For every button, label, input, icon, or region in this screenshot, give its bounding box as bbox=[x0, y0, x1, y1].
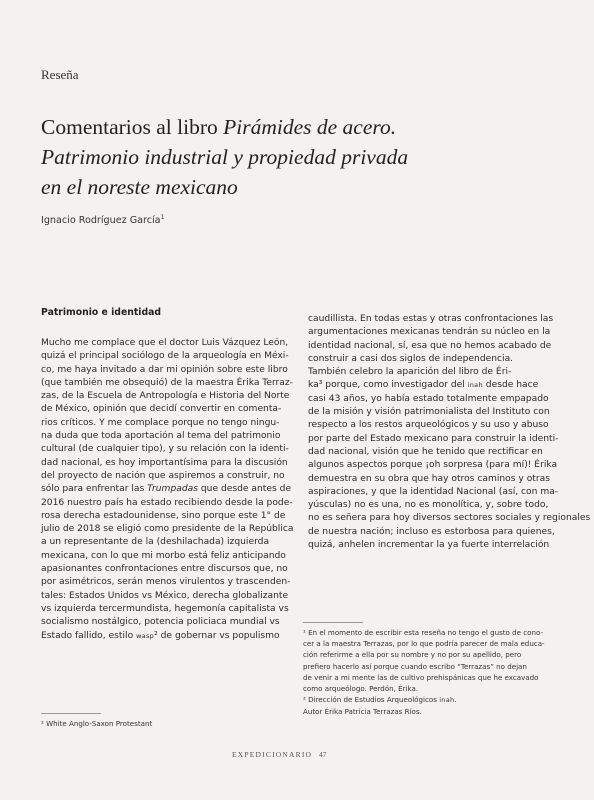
section-label: Reseña bbox=[41, 67, 79, 82]
text-line: Estado fallido, estilo wasp² de gobernar vs populismo bbox=[41, 630, 280, 641]
small-caps-acronym: wasp bbox=[136, 631, 155, 640]
running-footer-magazine: EXPEDICIONARIO bbox=[232, 750, 313, 759]
text-line: zas, de la Escuela de Antropología e Historia del Norte bbox=[41, 391, 290, 402]
section-heading: Patrimonio e identidad bbox=[41, 307, 162, 318]
text-line: por parte del Estado mexicano para construir la identi- bbox=[308, 433, 559, 444]
text-line: demuestra en su obra que hay otros caminos y otras bbox=[308, 473, 550, 484]
author-name: Ignacio Rodríguez García bbox=[41, 215, 161, 226]
author-note-mark: 1 bbox=[160, 213, 165, 221]
text-line: dad nacional, visión que he tenido que rectificar en bbox=[308, 446, 543, 457]
footnote-line: cer a la maestra Terrazas, por lo que podría parecer de mala educa- bbox=[303, 639, 545, 649]
footnote-line: como arqueólogo. Perdón, Érika. bbox=[303, 684, 419, 694]
text-line: no es señera para hoy diversos sectores sociales y regionales bbox=[308, 513, 591, 524]
text-line: sólo para enfrentar las Trumpadas que desde antes de bbox=[41, 484, 292, 495]
text-line: quizá, anhelen incrementar la ya fuerte interrelación bbox=[308, 540, 550, 551]
text-line: respecto a los restos arqueológicos y su uso y abuso bbox=[308, 420, 549, 431]
title-plain: Comentarios al libro bbox=[41, 115, 224, 139]
footnote-line: ción referirme a ella por su nombre y no por su apellido, pero bbox=[303, 650, 522, 660]
text-line: argumentaciones mexicanas tendrán su núcleo en la bbox=[308, 327, 551, 338]
left-text-column bbox=[41, 337, 293, 643]
text-line: julio de 2018 se eligió como presidente de la República bbox=[41, 524, 294, 535]
text-line: yúsculas) no es una, no es monolítica, y, sobre todo, bbox=[308, 500, 549, 511]
text-line: casi 43 años, yo había estado totalmente empapado bbox=[308, 393, 549, 404]
small-caps-acronym: inah bbox=[467, 381, 483, 390]
text-line: de nuestra nación; incluso es estorbosa para quienes, bbox=[308, 526, 555, 537]
right-text-column bbox=[308, 313, 591, 552]
text-line: de México, opinión que decidí convertir en comenta- bbox=[41, 404, 282, 415]
text-line: co, me haya invitado a dar mi opinión sobre este libro bbox=[41, 364, 288, 375]
footnote-line: prefiero hacerlo así porque cuando escribo “Terrazas” no dejan bbox=[303, 661, 527, 671]
text-line: También celebro la aparición del libro de Éri- bbox=[308, 367, 512, 378]
page-number: 47 bbox=[319, 750, 327, 759]
footnote-line: de venir a mi mente las de cultivo prehispánicas que he excavado bbox=[303, 672, 539, 682]
text-line: rios críticos. Y me complace porque no tengo ningu- bbox=[41, 417, 280, 428]
title-line-1 bbox=[41, 112, 561, 142]
text-line: de la misión y visión patrimonialista del Instituto con bbox=[308, 407, 550, 418]
text-line: construir a casi dos siglos de independencia. bbox=[308, 353, 514, 364]
footnote-line: ¹ En el momento de escribir esta reseña no tengo el gusto de cono- bbox=[303, 628, 544, 637]
text-line: identidad nacional, sí, esa que no hemos acabado de bbox=[308, 340, 552, 351]
text-line: del proyecto de nación que aspiremos a construir, no bbox=[41, 470, 285, 481]
text-line: socialismo nostálgico, potencia policiaca mundial vs bbox=[41, 617, 280, 628]
footnotes-right bbox=[303, 627, 565, 718]
footnote-divider-right bbox=[303, 622, 363, 623]
text-line: vs izquierda tercermundista, hegemonía capitalista vs bbox=[41, 603, 289, 614]
text-line: tales: Estados Unidos vs México, derecha globalizante bbox=[41, 590, 289, 601]
book-title-italic: Pirámides de acero. bbox=[223, 115, 397, 139]
footnote-line: Autor Érika Patricia Terrazas Ríos. bbox=[303, 707, 422, 717]
footnotes-left bbox=[41, 718, 152, 729]
text-line: dad nacional, es hoy importantísima para la discusión bbox=[41, 457, 288, 468]
text-line: 2016 nuestro país ha estado recibiendo desde la pode- bbox=[41, 497, 293, 508]
text-line: apasionantes confrontaciones entre discursos que, no bbox=[41, 564, 288, 575]
text-line: na duda que toda aportación al tema del patrimonio bbox=[41, 431, 281, 442]
text-line: por asimétricos, serán menos virulentos y trascenden- bbox=[41, 577, 291, 588]
text-line: Mucho me complace que el doctor Luis Vázquez León, bbox=[41, 338, 289, 348]
text-line: a un representante de la (deshilachada) izquierda bbox=[41, 537, 270, 548]
text-line: rosa derecha estadounidense, sino porque este 1° de bbox=[41, 510, 286, 521]
title-line-2: Patrimonio industrial y propiedad privada bbox=[41, 145, 409, 169]
text-line: cultural (de cualquier tipo), y su relación con la identi- bbox=[41, 444, 289, 455]
text-line: caudillista. En todas estas y otras confrontaciones las bbox=[308, 314, 554, 324]
footnote-line: ² White Anglo-Saxon Protestant bbox=[41, 719, 153, 728]
text-line: mexicana, con lo que mi morbo está feliz anticipando bbox=[41, 550, 286, 561]
italic-term: Trumpadas bbox=[147, 484, 198, 495]
text-line: aspiraciones, y que la identidad Nacional (así, con ma- bbox=[308, 486, 559, 497]
author-byline bbox=[41, 215, 164, 226]
text-line: ka³ porque, como investigador del inah desde hace bbox=[308, 380, 539, 391]
article-title bbox=[41, 112, 561, 202]
text-line: algunos aspectos porque ¡oh sorpresa (para mí)! Érika bbox=[308, 460, 558, 471]
footnote-line: ² Dirección de Estudios Arqueológicos inah. bbox=[303, 695, 457, 705]
title-line-3: en el noreste mexicano bbox=[41, 175, 238, 199]
text-line: (que también me obsequió) de la maestra Érika Terraz- bbox=[41, 377, 293, 388]
text-line: quizá el principal sociólogo de la arqueología en Méxi- bbox=[41, 351, 289, 362]
small-caps-acronym: inah bbox=[439, 696, 455, 705]
footnote-divider-left bbox=[41, 713, 101, 714]
